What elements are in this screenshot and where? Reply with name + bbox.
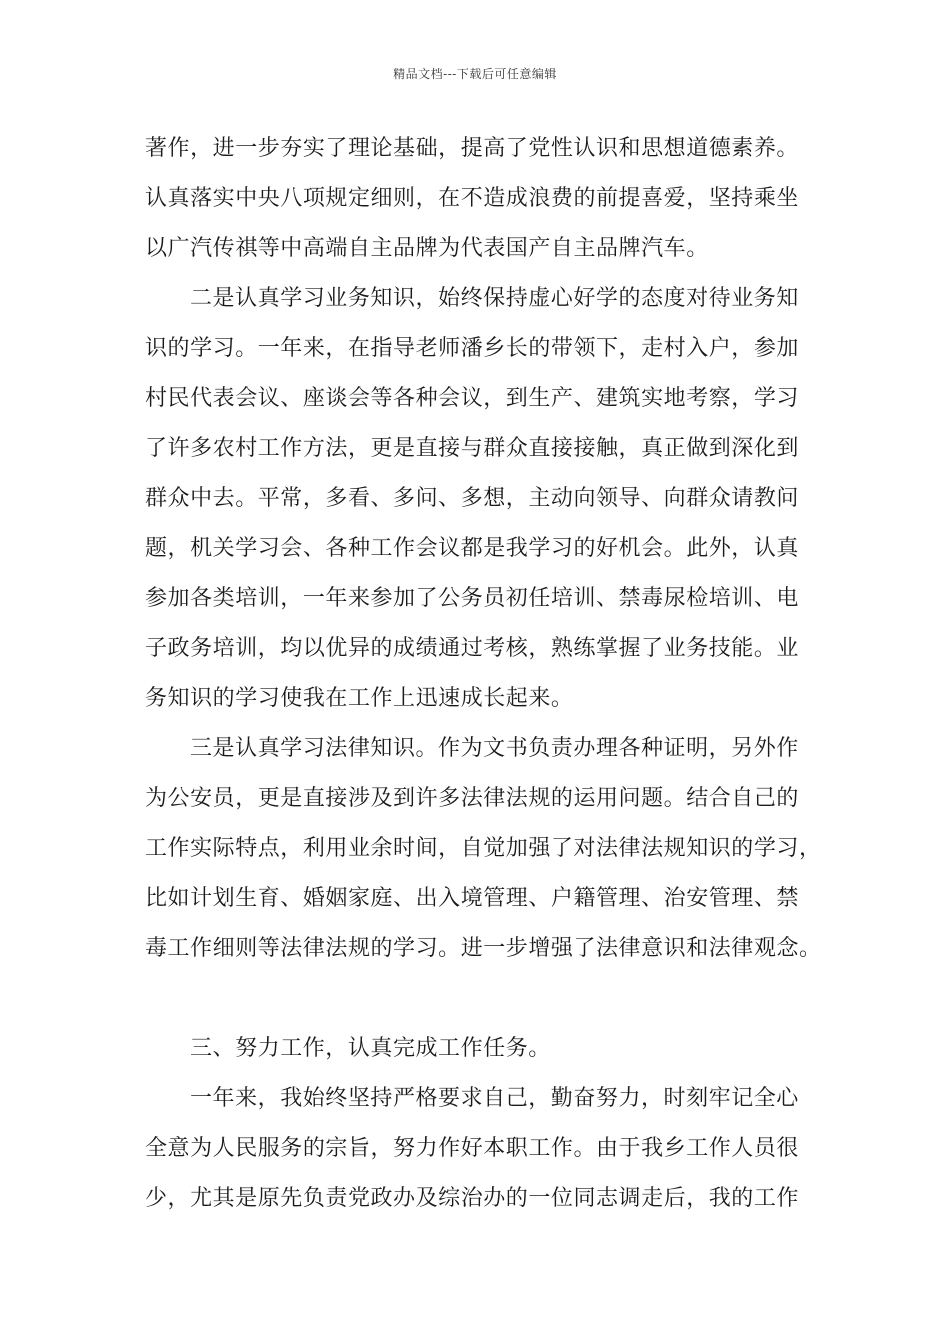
- text-line: 以广汽传祺等中高端自主品牌为代表国产自主品牌汽车。: [145, 236, 709, 261]
- text-line: 工作实际特点，利用业余时间，自觉加强了对法律法规知识的学习，: [145, 836, 822, 861]
- page-header: 精品文档---下载后可任意编辑: [393, 67, 557, 81]
- text-line: 题，机关学习会、各种工作会议都是我学习的好机会。此外，认真: [145, 536, 799, 561]
- text-line: 认真落实中央八项规定细则，在不造成浪费的前提喜爱，坚持乘坐: [145, 186, 799, 211]
- text-line: 了许多农村工作方法，更是直接与群众直接接触，真正做到深化到: [145, 436, 799, 461]
- text-line: 子政务培训，均以优异的成绩通过考核，熟练掌握了业务技能。业: [145, 636, 799, 661]
- text-line: 群众中去。平常，多看、多问、多想，主动向领导、向群众请教问: [145, 486, 799, 511]
- text-line: 参加各类培训，一年来参加了公务员初任培训、禁毒尿检培训、电: [145, 586, 799, 611]
- paragraph-first-line: 二是认真学习业务知识，始终保持虚心好学的态度对待业务知: [190, 286, 799, 311]
- text-line: 识的学习。一年来，在指导老师潘乡长的带领下，走村入户，参加: [145, 336, 799, 361]
- text-line: 村民代表会议、座谈会等各种会议，到生产、建筑实地考察，学习: [145, 386, 799, 411]
- text-line: 全意为人民服务的宗旨，努力作好本职工作。由于我乡工作人员很: [145, 1136, 799, 1161]
- text-line: 少，尤其是原先负责党政办及综治办的一位同志调走后，我的工作: [145, 1186, 799, 1211]
- text-line: 比如计划生育、婚姻家庭、出入境管理、户籍管理、治安管理、禁: [145, 886, 799, 911]
- paragraph-first-line: 三是认真学习法律知识。作为文书负责办理各种证明，另外作: [190, 736, 799, 761]
- section-heading: 三、努力工作，认真完成工作任务。: [190, 1036, 551, 1061]
- paragraph-first-line: 一年来，我始终坚持严格要求自己，勤奋努力，时刻牢记全心: [190, 1086, 799, 1111]
- text-line: 毒工作细则等法律法规的学习。进一步增强了法律意识和法律观念。: [145, 936, 822, 961]
- text-line: 著作，进一步夯实了理论基础，提高了党性认识和思想道德素养。: [145, 136, 799, 161]
- text-line: 为公安员，更是直接涉及到许多法律法规的运用问题。结合自己的: [145, 786, 799, 811]
- text-line: 务知识的学习使我在工作上迅速成长起来。: [145, 686, 574, 711]
